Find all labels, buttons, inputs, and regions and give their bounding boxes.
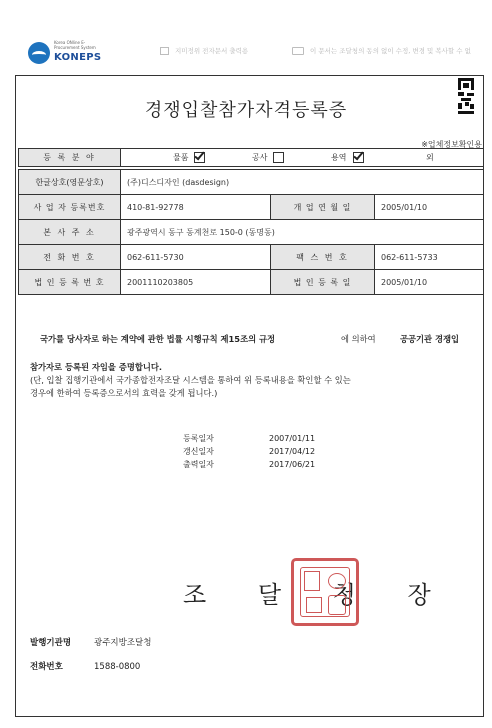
issuer-phone-row bbox=[30, 655, 151, 679]
kind-other bbox=[426, 152, 434, 163]
phone-label: 전 화 번 호 bbox=[19, 245, 121, 270]
kind-other-label: 외 bbox=[426, 153, 434, 162]
page-title: 경쟁입찰참가자격등록증 bbox=[144, 100, 348, 121]
table-row bbox=[19, 245, 484, 270]
table-row bbox=[19, 170, 484, 195]
kind-options bbox=[121, 149, 484, 167]
corp-date-label: 법 인 등 록 일 bbox=[271, 270, 375, 295]
date-label: 등록일자 bbox=[183, 434, 214, 443]
date-row-registered bbox=[183, 432, 315, 445]
corp-date-value: 2005/01/10 bbox=[375, 270, 484, 295]
construction-checkbox[interactable] bbox=[273, 152, 284, 163]
kind-goods bbox=[173, 152, 205, 163]
issuer-org-value: 광주지방조달청 bbox=[94, 638, 152, 648]
date-label: 갱신일자 bbox=[183, 447, 214, 456]
issuer-phone-label: 전화번호 bbox=[30, 662, 63, 672]
kind-construction-label: 공사 bbox=[252, 153, 268, 162]
statement-by: 에 의하여 bbox=[341, 334, 376, 344]
name-label: 한글상호(영문상호) bbox=[19, 170, 121, 195]
statement-line-4: 경우에 한하여 등록증으로서의 효력을 갖게 됩니다.) bbox=[30, 388, 218, 398]
issuer-block bbox=[30, 631, 151, 679]
date-row-renewed bbox=[183, 445, 315, 458]
dates-block bbox=[183, 432, 315, 471]
date-value: 2007/01/11 bbox=[269, 434, 316, 443]
open-date-value: 2005/01/10 bbox=[375, 195, 484, 220]
info-note: ※업체정보확인용 bbox=[421, 140, 482, 149]
table-row-kind bbox=[19, 149, 484, 167]
issuing-authority: 조 달 청 장 bbox=[183, 581, 453, 609]
issuer-org-label: 발행기관명 bbox=[30, 638, 72, 648]
corp-no-value: 2001110203805 bbox=[121, 270, 271, 295]
date-value: 2017/06/21 bbox=[269, 460, 316, 469]
open-date-label: 개 업 연 월 일 bbox=[271, 195, 375, 220]
check-icon bbox=[195, 150, 205, 161]
date-value: 2017/04/12 bbox=[269, 447, 316, 456]
document-icon bbox=[160, 47, 169, 55]
phone-value: 062-611-5730 bbox=[121, 245, 271, 270]
statement-law: 국가를 당사자로 하는 계약에 관한 법률 시행규칙 제15조의 규정 bbox=[40, 334, 276, 344]
official-seal-icon bbox=[291, 558, 359, 626]
print-notice bbox=[160, 46, 248, 55]
copy-warning bbox=[292, 46, 471, 55]
issuer-org-row bbox=[30, 631, 151, 655]
service-checkbox[interactable] bbox=[353, 152, 364, 163]
print-notice-text: 지미정위 전자문서 출력용 bbox=[175, 47, 249, 55]
table-row bbox=[19, 270, 484, 295]
date-row-printed bbox=[183, 458, 315, 471]
corp-no-label: 법 인 등 록 번 호 bbox=[19, 270, 121, 295]
table-row bbox=[19, 195, 484, 220]
statement-line-3: (단, 입찰 집행기관에서 국가종합전자조달 시스템을 통하여 위 등록내용을 확인할 수 있는 bbox=[30, 375, 351, 385]
kind-construction bbox=[252, 152, 284, 163]
address-label: 본 사 주 소 bbox=[19, 220, 121, 245]
registration-table bbox=[18, 148, 484, 295]
statement-line-2: 참가자로 등록된 자임을 증명합니다. bbox=[30, 362, 163, 372]
certificate-statement bbox=[30, 333, 476, 400]
date-label: 출력일자 bbox=[183, 460, 214, 469]
name-value: (주)디스디자인 (dasdesign) bbox=[121, 170, 484, 195]
biz-no-label: 사 업 자 등록번호 bbox=[19, 195, 121, 220]
fax-label: 팩 스 번 호 bbox=[271, 245, 375, 270]
top-banner bbox=[0, 0, 492, 70]
statement-subject: 공공기관 경쟁입 bbox=[400, 334, 459, 344]
issuer-phone-value: 1588-0800 bbox=[94, 662, 141, 672]
fax-value: 062-611-5733 bbox=[375, 245, 484, 270]
copy-warning-text: 이 문서는 조달청의 동의 없이 수정, 변경 및 복사할 수 없 bbox=[310, 47, 471, 55]
goods-checkbox[interactable] bbox=[194, 152, 205, 163]
biz-no-value: 410-81-92778 bbox=[121, 195, 271, 220]
kind-label: 등 록 분 야 bbox=[19, 149, 121, 167]
kind-goods-label: 물품 bbox=[173, 153, 189, 162]
kind-service-label: 용역 bbox=[331, 153, 347, 162]
logo-mark-icon bbox=[28, 42, 50, 64]
check-icon bbox=[353, 150, 363, 161]
kind-service bbox=[331, 152, 363, 163]
koneps-logo bbox=[28, 40, 100, 68]
statement-line-1 bbox=[30, 333, 476, 347]
monitor-icon bbox=[292, 47, 304, 55]
logo-text: KONEPS bbox=[54, 52, 102, 63]
logo-tagline: Korea ONline E-Procurement System bbox=[54, 40, 96, 50]
address-value: 광주광역시 동구 동계천로 150-0 (동명동) bbox=[121, 220, 484, 245]
table-row bbox=[19, 220, 484, 245]
